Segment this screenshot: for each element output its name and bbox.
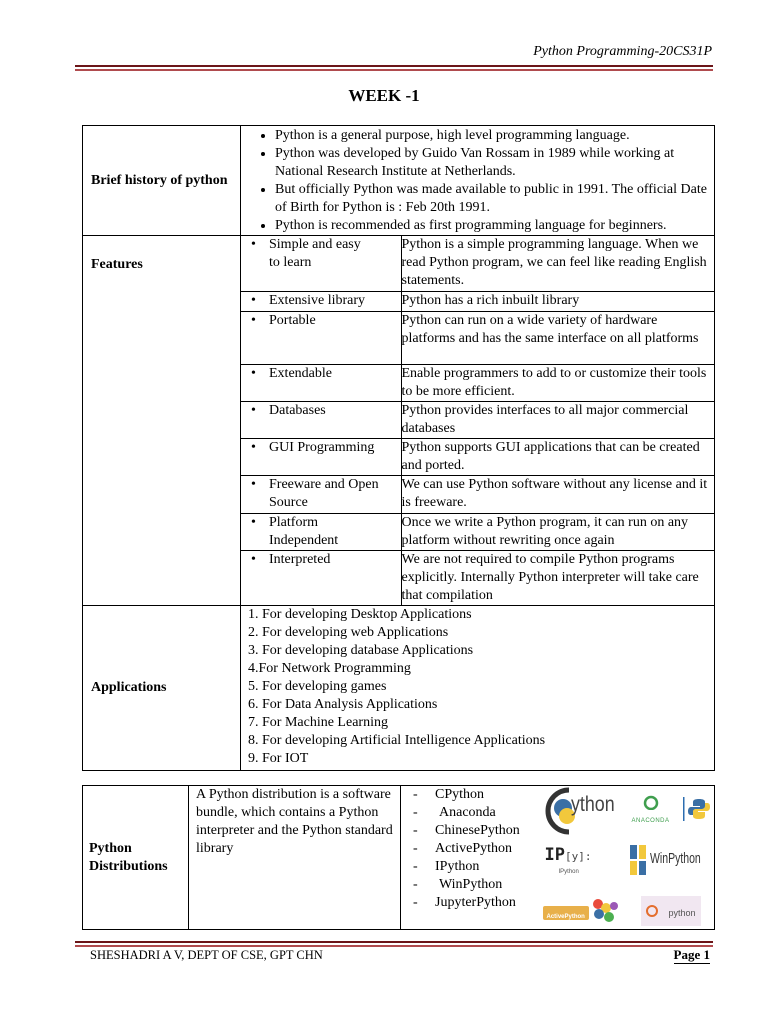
table-row: • Portable Python can run on a wide variety of hardware platforms and has the same interface on all platforms [241, 311, 714, 364]
table-row: • GUI Programming Python supports GUI applications that can be created and ported. [241, 438, 714, 475]
page-number: Page 1 [673, 947, 710, 962]
list-item: 6. For Data Analysis Applications [248, 697, 438, 712]
table-row: • Simple and easy to learn Python is a simple programming language. When we read Python program, we can feel like reading English statements. [241, 236, 714, 291]
feature-desc: Once we write a Python program, it can run on any platform without rewriting once again [401, 513, 714, 550]
list-item: • Python is recommended as first programming language for beginners. [275, 217, 714, 235]
list-item: 1. For developing Desktop Applications [248, 607, 472, 622]
list-item: • Python was developed by Guido Van Rossam in 1989 while working at National Research Institute at Netherlands. [275, 145, 714, 181]
list-item: 3. For developing database Applications [248, 643, 474, 658]
ipython-logo: IP[y]: IPython [544, 845, 592, 875]
distribution-logos [543, 786, 715, 930]
cpython-logo: ython [543, 786, 619, 836]
list-item: - Anaconda [413, 805, 496, 820]
header-course-title: Python Programming-20CS31P [533, 44, 712, 59]
list-item: • But officially Python was made available to public in 1991. The official Date of Birth for Python is : Feb 20th 1991. [275, 181, 714, 217]
features-row [83, 236, 715, 606]
list-item: - WinPython [413, 877, 503, 892]
feature-name: Platform Independent [269, 514, 339, 548]
history-row [83, 126, 715, 236]
distributions-table [82, 785, 715, 930]
feature-desc: Enable programmers to add to or customize their tools to be more efficient. [401, 364, 714, 401]
list-item: - IPython [413, 859, 480, 874]
winpython-logo: WinPython [629, 844, 701, 878]
distributions-description: A Python distribution is a software bundle, which contains a Python interpreter and the Python standard library [189, 786, 401, 930]
activepython-logo: ActivePython [543, 896, 619, 926]
page-title: WEEK -1 [348, 86, 420, 105]
list-item: 2. For developing web Applications [248, 625, 449, 640]
table-row: • Extendable Enable programmers to add to or customize their tools to be more efficient. [241, 364, 714, 401]
feature-desc: Python is a simple programming language. When we read Python program, we can feel like reading English statements. [401, 236, 714, 291]
footer-author: SHESHADRI A V, DEPT OF CSE, GPT CHN [90, 948, 323, 962]
feature-desc: Python has a rich inbuilt library [401, 291, 714, 311]
footer-rule [75, 941, 713, 947]
history-list [241, 127, 714, 235]
applications-row [83, 606, 715, 771]
features-table [241, 236, 714, 605]
distributions-label: Python Distributions [83, 786, 189, 930]
list-item: 7. For Machine Learning [248, 715, 388, 730]
jupyter-python-logo: python [641, 896, 701, 926]
list-item: - CPython [413, 787, 485, 802]
feature-name: Databases [269, 402, 326, 418]
anaconda-logo: ANACONDA [623, 794, 679, 828]
table-row: • Freeware and Open Source We can use Python software without any license and it is freeware. [241, 475, 714, 513]
feature-name: Extensive library [269, 292, 366, 308]
feature-desc: Python provides interfaces to all major commercial databases [401, 401, 714, 438]
distributions-row [83, 786, 715, 930]
features-label: Features [83, 236, 241, 606]
table-row: • Interpreted We are not required to compile Python programs explicitly. Internally Python interpreter will take care that compilation [241, 550, 714, 605]
list-item: 8. For developing Artificial Intelligence Applications [248, 733, 546, 748]
overview-table [82, 125, 715, 771]
feature-desc: Python can run on a wide variety of hardware platforms and has the same interface on all platforms [401, 311, 714, 364]
distributions-list [401, 786, 543, 912]
feature-desc: We are not required to compile Python programs explicitly. Internally Python interpreter will take care that compilation [401, 551, 699, 603]
python-logo-icon [687, 797, 711, 821]
feature-name: Extendable [269, 365, 332, 381]
table-row: • Databases Python provides interfaces to all major commercial databases [241, 401, 714, 438]
feature-name: Interpreted [269, 551, 331, 567]
feature-desc: Python supports GUI applications that can be created and ported. [401, 438, 714, 475]
list-item: - ChinesePython [413, 823, 520, 838]
list-item: - JupyterPython [413, 895, 516, 910]
header-rule [75, 65, 713, 71]
table-row: • Extensive library Python has a rich inbuilt library [241, 291, 714, 311]
feature-name: Freeware and Open Source [269, 476, 379, 510]
list-item: • Python is a general purpose, high level programming language. [275, 127, 714, 145]
history-label: Brief history of python [83, 126, 241, 236]
feature-name: GUI Programming [269, 439, 375, 455]
list-item: 9. For IOT [248, 751, 309, 766]
feature-name: Portable [269, 312, 316, 328]
table-row: • Platform Independent Once we write a Python program, it can run on any platform without rewriting once again [241, 513, 714, 550]
applications-label: Applications [83, 606, 241, 771]
list-item: 5. For developing games [248, 679, 387, 694]
feature-name: Simple and easy to learn [269, 237, 361, 270]
feature-desc: We can use Python software without any license and it is freeware. [401, 475, 714, 513]
list-item: 4.For Network Programming [248, 661, 411, 676]
list-item: - ActivePython [413, 841, 512, 856]
